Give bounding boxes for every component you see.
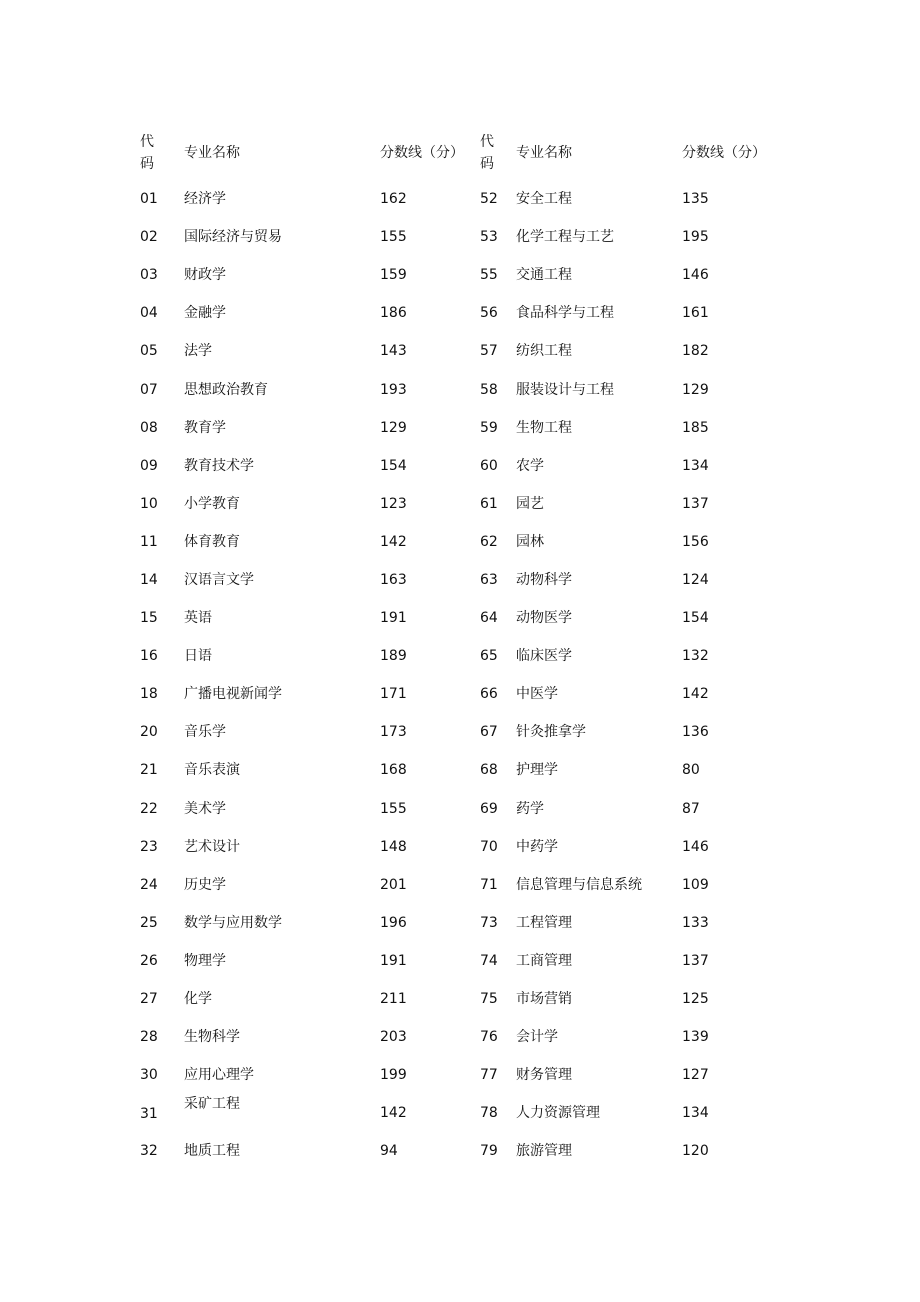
score-left-cell: 154 [380,457,407,474]
name-left-cell: 汉语言文学 [184,571,254,588]
name-left-cell: 小学教育 [184,495,240,512]
score-right-cell: 185 [682,419,709,436]
name-right-cell: 服装设计与工程 [516,381,614,398]
name-right-cell: 工程管理 [516,914,572,931]
name-right-cell: 安全工程 [516,191,572,208]
code-left-cell: 24 [140,876,158,893]
header-code-left-text: 代码 [140,134,154,172]
name-right-cell: 纺织工程 [516,343,572,360]
code-right-cell: 71 [480,876,498,893]
name-right-cell: 食品科学与工程 [516,305,614,322]
name-left-cell: 英语 [184,610,212,627]
code-right-cell: 64 [480,610,498,627]
score-right-cell: 80 [682,762,700,779]
score-left-cell: 155 [380,800,407,817]
code-left-cell: 28 [140,1029,158,1046]
name-right-cell: 护理学 [516,762,558,779]
score-left-cell: 171 [380,686,407,703]
score-left-cell: 203 [380,1029,407,1046]
code-right-cell: 65 [480,648,498,665]
table-row [140,294,800,332]
name-right-cell: 园艺 [516,495,544,512]
table-row [140,370,800,408]
score-right-cell: 134 [682,1105,709,1122]
name-left-cell: 化学 [184,991,212,1008]
score-left-cell: 168 [380,762,407,779]
score-right-cell: 195 [682,229,709,246]
code-left-cell: 30 [140,1067,158,1084]
name-left-cell: 艺术设计 [184,838,240,855]
code-left-cell: 21 [140,762,158,779]
code-right-cell: 53 [480,229,498,246]
score-left-cell: 155 [380,229,407,246]
score-left-cell: 201 [380,876,407,893]
score-left-cell: 191 [380,610,407,627]
name-right-cell: 财务管理 [516,1067,572,1084]
score-right-cell: 125 [682,991,709,1008]
code-left-cell: 32 [140,1143,158,1160]
name-right-cell: 中药学 [516,838,558,855]
code-left-cell: 20 [140,724,158,741]
header-score-left-text: 分数线（分） [380,145,464,161]
code-left-cell: 26 [140,952,158,969]
code-left-cell: 25 [140,914,158,931]
name-left-cell: 教育技术学 [184,457,254,474]
code-left-cell: 11 [140,533,158,550]
score-left-cell: 162 [380,191,407,208]
table-body [140,126,800,1170]
name-left-cell: 法学 [184,343,212,360]
code-left-cell: 18 [140,686,158,703]
code-left-cell: 31 [140,1106,158,1123]
table-row [140,523,800,561]
name-right-cell: 会计学 [516,1029,558,1046]
score-left-cell: 159 [380,267,407,284]
score-left-cell: 123 [380,495,407,512]
code-right-cell: 59 [480,419,498,436]
score-right-cell: 120 [682,1143,709,1160]
score-left-cell: 193 [380,381,407,398]
table-row [140,904,800,942]
name-left-cell: 日语 [184,648,212,665]
name-left-cell: 音乐表演 [184,762,240,779]
table-row [140,599,800,637]
name-left-cell: 教育学 [184,419,226,436]
name-left-cell: 数学与应用数学 [184,914,282,931]
name-left-cell: 音乐学 [184,724,226,741]
name-right-cell: 生物工程 [516,419,572,436]
name-right-cell: 园林 [516,533,544,550]
table-row [140,675,800,713]
header-score-left [380,126,480,180]
score-right-cell: 137 [682,952,709,969]
name-right-cell: 化学工程与工艺 [516,229,614,246]
code-right-cell: 73 [480,914,498,931]
code-left-cell: 07 [140,381,158,398]
name-right-cell: 农学 [516,457,544,474]
score-right-cell: 154 [682,610,709,627]
name-right-cell: 工商管理 [516,952,572,969]
table-row [140,751,800,789]
name-left-cell: 美术学 [184,800,226,817]
table-row [140,485,800,523]
table-row [140,713,800,751]
score-left-cell: 191 [380,952,407,969]
code-left-cell: 27 [140,991,158,1008]
score-right-cell: 133 [682,914,709,931]
score-right-cell: 146 [682,838,709,855]
code-right-cell: 60 [480,457,498,474]
code-right-cell: 55 [480,267,498,284]
name-right-cell: 动物医学 [516,610,572,627]
table-row [140,256,800,294]
code-right-cell: 77 [480,1067,498,1084]
score-left-cell: 148 [380,838,407,855]
name-right-cell: 针灸推拿学 [516,724,586,741]
name-right-cell: 旅游管理 [516,1143,572,1160]
score-right-cell: 146 [682,267,709,284]
code-right-cell: 74 [480,952,498,969]
name-right-cell: 市场营销 [516,991,572,1008]
name-right-cell: 药学 [516,800,544,817]
name-right-cell: 交通工程 [516,267,572,284]
code-right-cell: 62 [480,533,498,550]
score-left-cell: 173 [380,724,407,741]
header-code-left [140,126,184,180]
code-right-cell: 68 [480,762,498,779]
score-left-cell: 143 [380,343,407,360]
name-left-cell: 采矿工程 [184,1096,240,1113]
table-row [140,637,800,675]
name-left-cell: 历史学 [184,876,226,893]
score-left-cell: 142 [380,533,407,550]
code-right-cell: 75 [480,991,498,1008]
table-row [140,409,800,447]
table-row [140,942,800,980]
code-left-cell: 16 [140,648,158,665]
table-row [140,1018,800,1056]
name-left-cell: 物理学 [184,952,226,969]
table-row [140,790,800,828]
table-row [140,332,800,370]
score-right-cell: 87 [682,800,700,817]
score-left-cell: 163 [380,571,407,588]
code-left-cell: 08 [140,419,158,436]
score-left-cell: 189 [380,648,407,665]
score-right-cell: 136 [682,724,709,741]
name-left-cell: 财政学 [184,267,226,284]
score-right-cell: 135 [682,191,709,208]
header-row [140,126,800,180]
score-left-cell: 211 [380,991,407,1008]
score-left-cell: 196 [380,914,407,931]
code-right-cell: 56 [480,305,498,322]
score-left-cell: 186 [380,305,407,322]
score-right-cell: 129 [682,381,709,398]
table-row [140,866,800,904]
header-name-right: 专业名称 [516,145,572,161]
score-right-cell: 139 [682,1029,709,1046]
table-row [140,980,800,1018]
name-left-cell: 金融学 [184,305,226,322]
code-right-cell: 70 [480,838,498,855]
code-right-cell: 57 [480,343,498,360]
score-right-cell: 142 [682,686,709,703]
name-left-cell: 生物科学 [184,1029,240,1046]
score-left-cell: 142 [380,1105,407,1122]
score-right-cell: 132 [682,648,709,665]
code-left-cell: 10 [140,495,158,512]
score-left-cell: 94 [380,1143,398,1160]
code-left-cell: 23 [140,838,158,855]
name-right-cell: 信息管理与信息系统 [516,876,642,893]
table-row [140,1132,800,1170]
code-left-cell: 02 [140,229,158,246]
code-right-cell: 79 [480,1143,498,1160]
code-left-cell: 09 [140,457,158,474]
code-left-cell: 14 [140,571,158,588]
code-left-cell: 03 [140,267,158,284]
score-right-cell: 124 [682,571,709,588]
code-right-cell: 69 [480,800,498,817]
table-row [140,561,800,599]
score-table [140,126,800,1170]
name-left-cell: 体育教育 [184,533,240,550]
table-row [140,180,800,218]
code-right-cell: 58 [480,381,498,398]
table-row [140,1056,800,1094]
code-right-cell: 52 [480,191,498,208]
name-right-cell: 动物科学 [516,571,572,588]
name-left-cell: 国际经济与贸易 [184,229,282,246]
code-right-cell: 78 [480,1105,498,1122]
score-right-cell: 182 [682,343,709,360]
code-left-cell: 22 [140,800,158,817]
code-right-cell: 63 [480,571,498,588]
score-right-cell: 156 [682,533,709,550]
table-row [140,447,800,485]
name-right-cell: 人力资源管理 [516,1105,600,1122]
score-right-cell: 127 [682,1067,709,1084]
header-code-right-text: 代码 [480,134,494,172]
name-left-cell: 思想政治教育 [184,381,268,398]
code-left-cell: 15 [140,610,158,627]
code-left-cell: 04 [140,305,158,322]
code-right-cell: 76 [480,1029,498,1046]
table-row [140,1094,800,1132]
score-right-cell: 134 [682,457,709,474]
name-left-cell: 经济学 [184,191,226,208]
name-left-cell: 应用心理学 [184,1067,254,1084]
score-right-cell: 137 [682,495,709,512]
header-name-left: 专业名称 [184,145,240,161]
name-right-cell: 中医学 [516,686,558,703]
name-left-cell: 广播电视新闻学 [184,686,282,703]
name-left-cell: 地质工程 [184,1143,240,1160]
score-right-cell: 109 [682,876,709,893]
name-right-cell: 临床医学 [516,648,572,665]
header-code-right [480,126,516,180]
code-right-cell: 61 [480,495,498,512]
header-score-right: 分数线（分） [682,145,766,161]
score-left-cell: 129 [380,419,407,436]
code-right-cell: 67 [480,724,498,741]
score-left-cell: 199 [380,1067,407,1084]
table-row [140,828,800,866]
score-right-cell: 161 [682,305,709,322]
code-left-cell: 01 [140,191,158,208]
code-left-cell: 05 [140,343,158,360]
code-right-cell: 66 [480,686,498,703]
table-row [140,218,800,256]
